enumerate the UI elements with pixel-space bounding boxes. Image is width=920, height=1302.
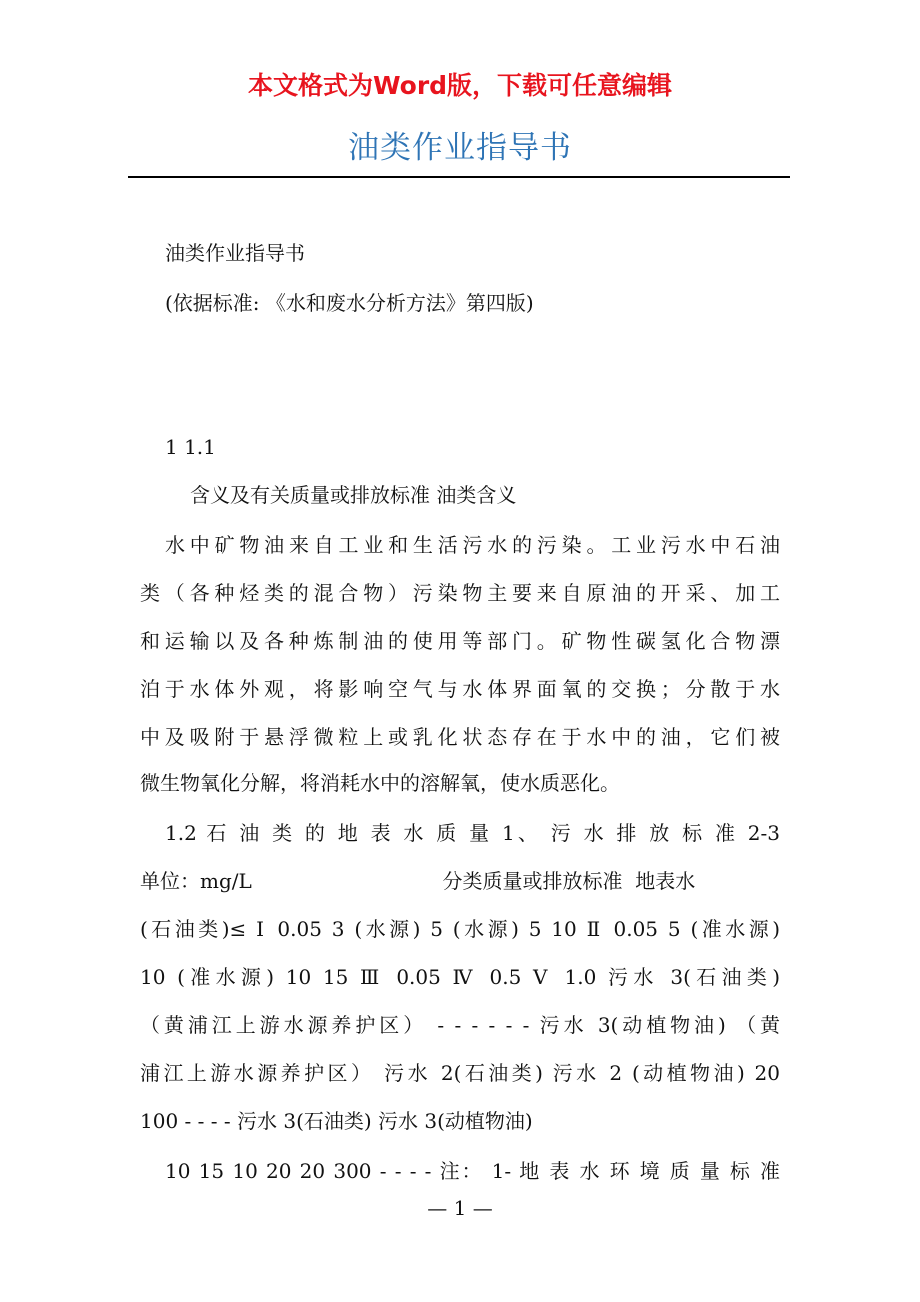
paragraph-line: 泊于水体外观，将影响空气与水体界面氧的交换；分散于水: [140, 677, 780, 701]
section-number: 1 1.1: [165, 435, 216, 459]
standards-line: 1.2 石 油 类 的 地 表 水 质 量 1、 污 水 排 放 标 准 2-3: [165, 821, 780, 845]
body-line-title: 油类作业指导书: [165, 241, 305, 265]
paragraph-line: 微生物氧化分解，将消耗水中的溶解氧，使水质恶化。: [140, 771, 620, 795]
page-number: — 1 —: [427, 1196, 493, 1220]
standards-line: （黄浦江上游水源养护区） - - - - - - 污水 3(动植物油) （黄: [140, 1013, 780, 1037]
standards-line: 10 15 10 20 20 300 - - - - 注： 1- 地 表 水 环 境 质 量 标 准: [165, 1159, 780, 1183]
standards-line: 浦江上游水源养护区） 污水 2(石油类) 污水 2 (动植物油) 20: [140, 1061, 780, 1085]
standards-line: 100 - - - - 污水 3(石油类) 污水 3(动植物油): [140, 1109, 533, 1133]
body-line-standard: (依据标准: 《水和废水分析方法》第四版): [165, 291, 534, 315]
paragraph-line: 水中矿物油来自工业和生活污水的污染。工业污水中石油: [165, 533, 780, 557]
document-title: 油类作业指导书: [348, 130, 572, 166]
section-heading: 含义及有关质量或排放标准 油类含义: [190, 483, 517, 507]
paragraph-line: 和运输以及各种炼制油的使用等部门。矿物性碳氢化合物漂: [140, 629, 780, 653]
paragraph-line: 中及吸附于悬浮微粒上或乳化状态存在于水中的油，它们被: [140, 725, 780, 749]
standards-line: 单位：mg/L 分类质量或排放标准 地表水: [140, 869, 696, 893]
standards-line: 10 (准水源) 10 15 Ⅲ 0.05 Ⅳ 0.5 Ⅴ 1.0 污水 3(石油类): [140, 965, 780, 989]
paragraph-line: 类（各种烃类的混合物）污染物主要来自原油的开采、加工: [140, 581, 780, 605]
header-divider: [128, 176, 790, 178]
standards-line: (石油类)≤ Ⅰ 0.05 3 (水源) 5 (水源) 5 10 Ⅱ 0.05 5 (准水源): [140, 917, 780, 941]
banner-notice: 本文格式为Word版，下载可任意编辑: [247, 71, 673, 100]
